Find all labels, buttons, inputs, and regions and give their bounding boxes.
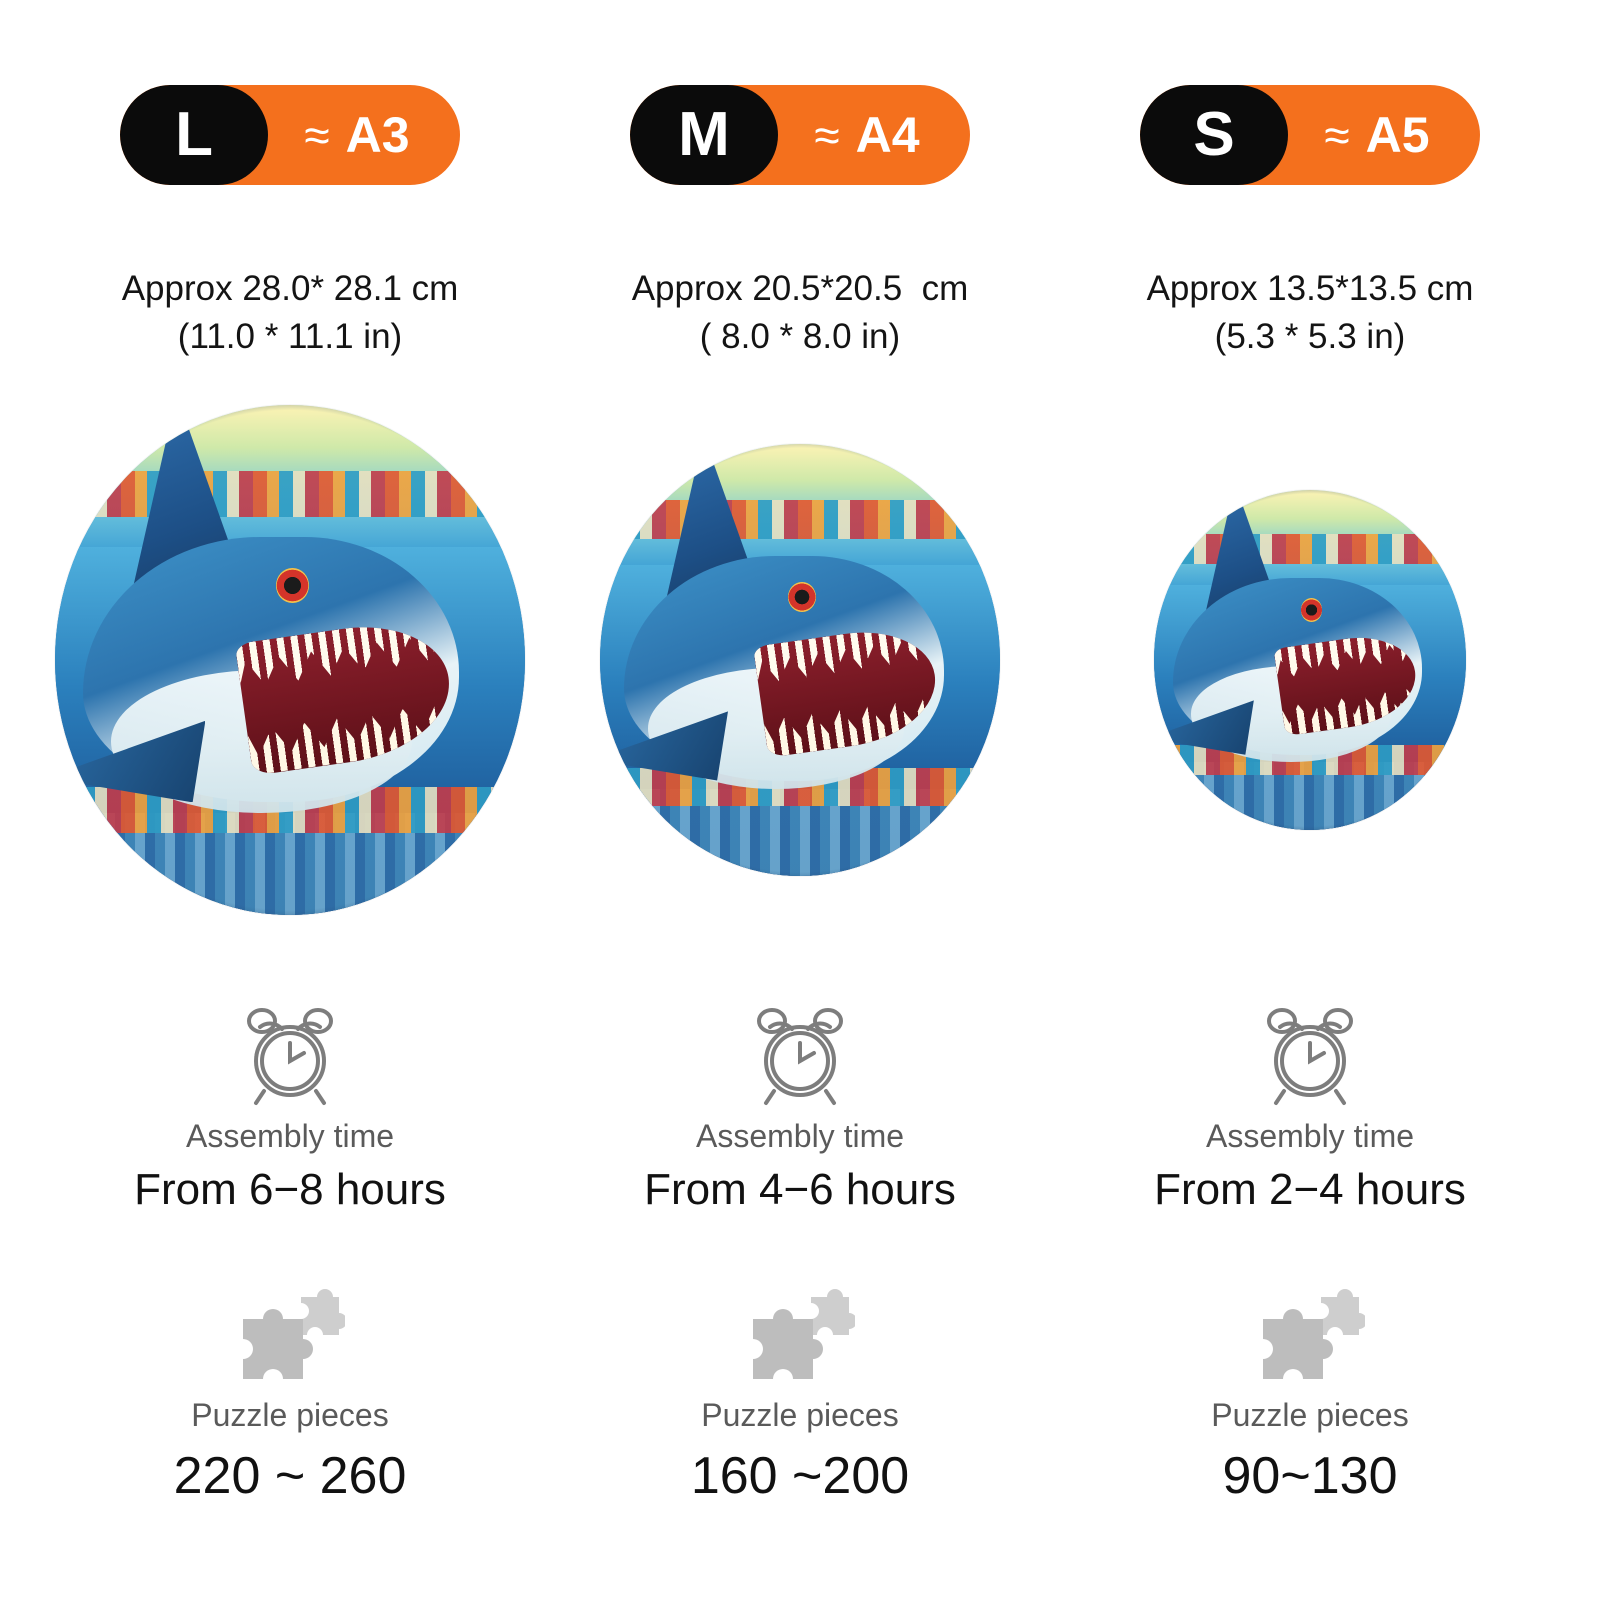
size-column-large (40, 85, 540, 1560)
dimensions-medium (632, 265, 969, 362)
size-badge-small (1140, 85, 1480, 185)
puzzle-pieces-value: 90~130 (1222, 1446, 1398, 1505)
puzzle-pieces-label: Puzzle pieces (191, 1396, 389, 1433)
assembly-time-label: Assembly time (1205, 1117, 1415, 1154)
puzzle-pieces-label: Puzzle pieces (701, 1396, 899, 1433)
size-badge-paper-size: A3 (345, 107, 410, 163)
approx-symbol-icon: ≈ (814, 109, 840, 161)
alarm-clock-icon (1250, 998, 1370, 1108)
puzzle-pieces-value: 160 ~200 (690, 1446, 910, 1505)
dimensions-cm: Approx 13.5*13.5 cm (1146, 269, 1474, 308)
dimensions-in: (11.0 * 11.1 in) (177, 317, 403, 357)
size-badge-letter-capsule (120, 85, 268, 185)
size-badge-paper-size: A4 (855, 107, 920, 163)
puzzle-piece-icon (745, 1287, 855, 1387)
shark-puzzle-artwork (1154, 490, 1466, 830)
size-badge-letter-capsule (1140, 85, 1288, 185)
assembly-time-value: From 6−8 hours (134, 1164, 446, 1214)
size-badge-paper-size: A5 (1365, 107, 1430, 163)
shark-puzzle-artwork (600, 444, 1000, 876)
artwork-wrap-large (55, 380, 525, 940)
assembly-time-value: From 2−4 hours (1154, 1164, 1466, 1214)
shark-puzzle-artwork (55, 405, 525, 915)
size-badge-letter: S (1193, 100, 1235, 169)
size-column-small (1060, 85, 1560, 1560)
assembly-time-label: Assembly time (695, 1117, 905, 1154)
size-badge-paper (268, 107, 460, 163)
size-badge-paper (778, 107, 970, 163)
artwork-rim (600, 444, 1000, 876)
alarm-clock-icon (740, 998, 860, 1108)
dimensions-cm: Approx 20.5*20.5 cm (631, 269, 969, 308)
size-badge-medium (630, 85, 970, 185)
size-column-medium (550, 85, 1050, 1560)
dimensions-in: (5.3 * 5.3 in) (1214, 317, 1406, 357)
approx-symbol-icon: ≈ (1324, 109, 1350, 161)
dimensions-cm: Approx 28.0* 28.1 cm (121, 269, 459, 308)
puzzle-piece-icon (1255, 1287, 1365, 1387)
puzzle-piece-icon (235, 1287, 345, 1387)
assembly-time-label: Assembly time (185, 1117, 395, 1154)
size-badge-large (120, 85, 460, 185)
artwork-rim (1154, 490, 1466, 830)
size-badge-letter-capsule (630, 85, 778, 185)
artwork-wrap-small (1154, 380, 1466, 940)
size-badge-letter: L (175, 100, 213, 169)
dimensions-large (122, 265, 459, 362)
approx-symbol-icon: ≈ (304, 109, 330, 161)
dimensions-small (1147, 265, 1474, 362)
size-badge-letter: M (678, 100, 730, 169)
dimensions-in: ( 8.0 * 8.0 in) (699, 317, 901, 357)
puzzle-pieces-label: Puzzle pieces (1211, 1396, 1409, 1433)
size-badge-paper (1288, 107, 1480, 163)
artwork-rim (55, 405, 525, 915)
assembly-time-value: From 4−6 hours (644, 1164, 956, 1214)
puzzle-pieces-value: 220 ~ 260 (173, 1446, 407, 1505)
alarm-clock-icon (230, 998, 350, 1108)
artwork-wrap-medium (600, 380, 1000, 940)
